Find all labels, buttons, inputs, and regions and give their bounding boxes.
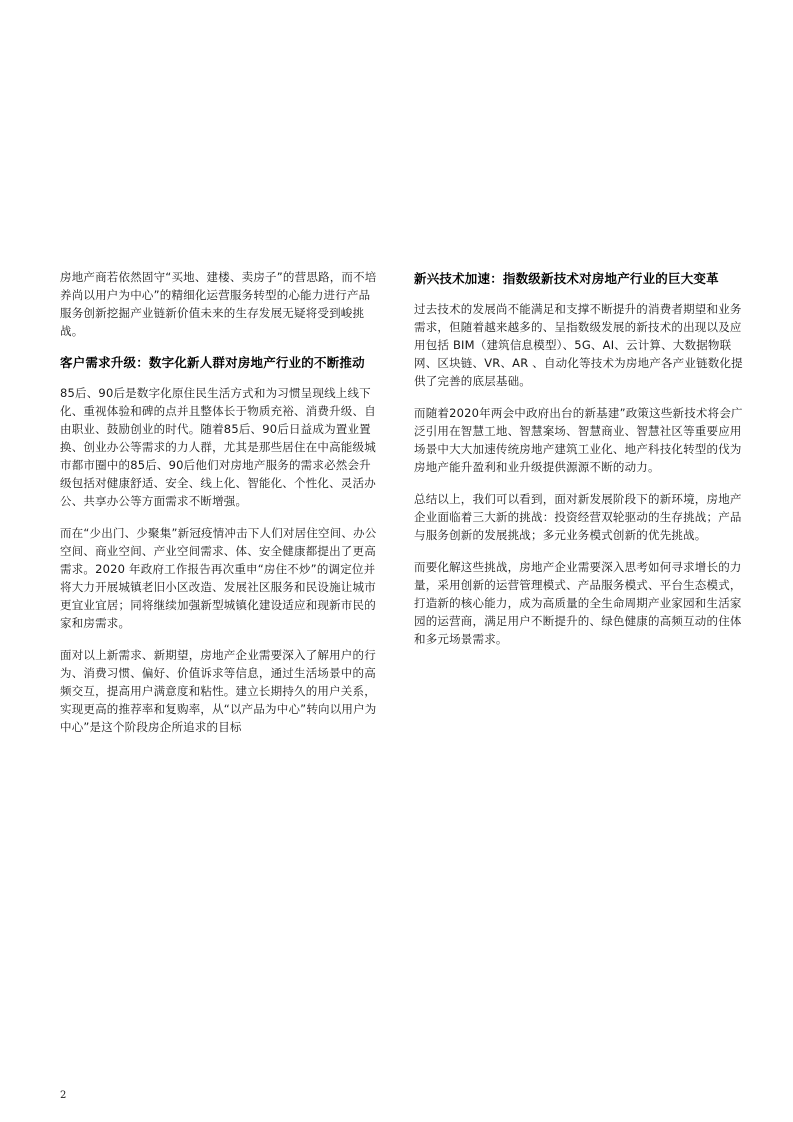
solution-paragraph: 而要化解这些挑战，房地产企业需要深入思考如何寻求增长的力量，采用创新的运营管理模式、产品服务模式、平台生态模式，打造新的核心能力，成为高质量的全生命周期产业家园和生活家园的运营商，满足用户不断提升的、绿色健康的高频互动的住体和多元场景需求。 xyxy=(414,560,742,646)
summary-paragraph: 总结以上，我们可以看到，面对新发展阶段下的新环境，房地产企业面临着三大新的挑战：投资经营双轮驱动的生存挑战；产品与服务创新的发展挑战；多元业务模式创新的优先挑战。 xyxy=(414,492,742,542)
page-number: 2 xyxy=(60,1090,67,1101)
user-relationship-paragraph: 面对以上新需求、新期望，房地产企业需要深入了解用户的行为、消费习惯、偏好、价值诉求等信息，通过生活场景中的高频交互，提高用户满意度和粘性。建立长期持久的用户关系，实现更高的推荐率和复购率，从“以产品为中心”转向以用户为中心”是这个阶段房企所追求的目标 xyxy=(60,648,377,734)
customer-demand-heading: 客户需求升级：数字化新人群对房地产行业的不断推动 xyxy=(60,355,365,370)
digital-natives-paragraph: 85后、90后是数字化原住民生活方式和为习惯呈现线上线下化、重视体验和碑的点并且整体长于物质充裕、消费升级、自由职业、鼓励创业的时代。随着85后、90后日益成为置业置换、创业办公等需求的力人群，尤其是那些居住在中高能级城市都市圈中的85后、90后他们对房地产服务的需求必然会升级包括对健康舒适、安全、线上化、智能化、个性化、灵活办公、共享办公等方面需求不断增强。 xyxy=(60,386,376,508)
right-column xyxy=(414,268,744,662)
intro-paragraph: 房地产商若依然固守“买地、建楼、卖房子”的营思路，而不培养尚以用户为中心”的精细化运营服务转型的心能力进行产品服务创新挖掘产业链新价值未来的生存发展无疑将受到峻挑战。 xyxy=(60,270,377,338)
new-tech-heading: 新兴技术加速：指数级新技术对房地产行业的巨大变革 xyxy=(414,271,719,286)
tech-development-paragraph: 过去技术的发展尚不能满足和支撑不断提升的消费者期望和业务需求，但随着越来越多的、呈指数级发展的新技术的出现以及应用包括 BIM（建筑信息模型）、5G、AI、云计算、大数据物联网、区块链、VR、AR 、自动化等技术为房地产各产业链数化提供了完善的底层基础。 xyxy=(414,302,743,388)
left-column xyxy=(60,268,382,750)
new-infrastructure-paragraph: 而随着2020年两会中政府出台的新基建”政策这些新技术将会广泛引用在智慧工地、智慧案场、智慧商业、智慧社区等重要应用场景中大大加速传统房地产建筑工业化、地产科技化转型的伐为房地产能升盈利和业升级提供源源不断的动力。 xyxy=(414,406,743,474)
pandemic-paragraph: 而在“少出门、少聚集”新冠疫情冲击下人们对居住空间、办公空间、商业空间、产业空间需求、体、安全健康都提出了更高需求。2020 年政府工作报告再次重申“房住不炒”的调定位并将大力开展城镇老旧小区改造、发展社区服务和民设施让城市更宜业宜居；同将继续加强新型城镇化建设适应和现新市民的家和房需求。 xyxy=(60,526,377,630)
